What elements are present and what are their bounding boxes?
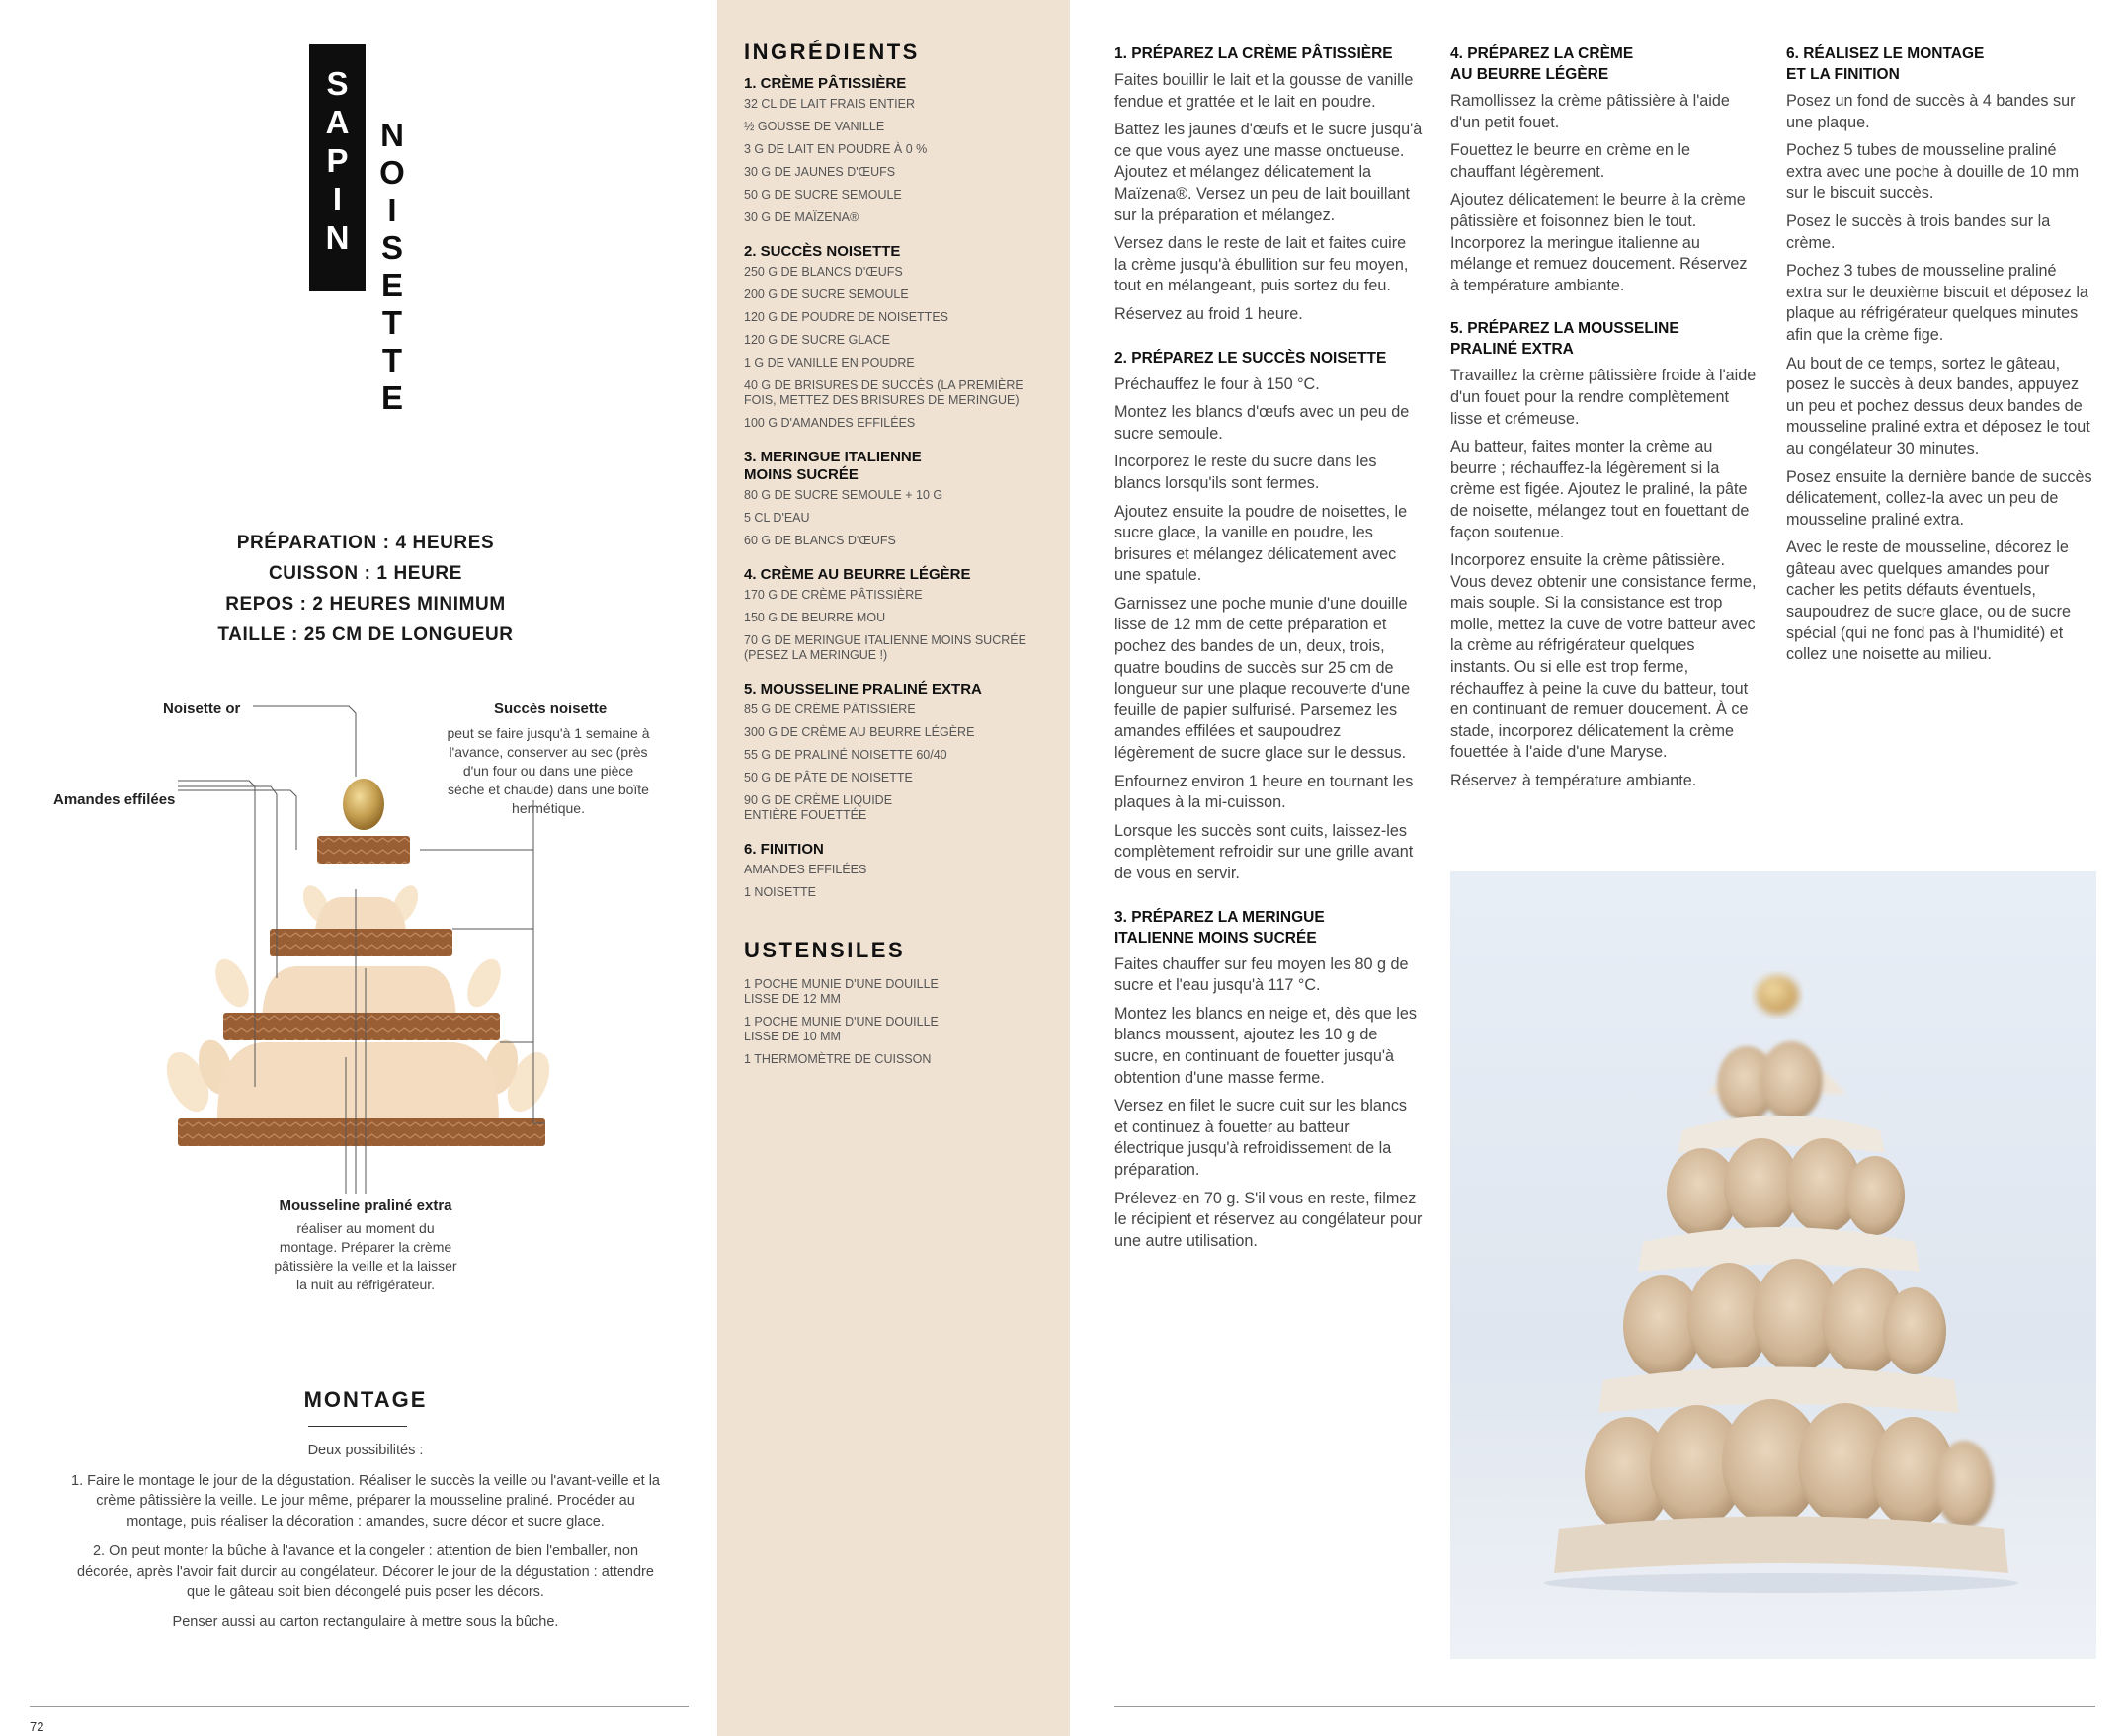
title-letter: S — [380, 229, 403, 266]
ingredient-group — [744, 449, 1040, 548]
ingredient-item: 100 G D'AMANDES EFFILÉES — [744, 416, 916, 430]
group-title: 4. CRÈME AU BEURRE LÉGÈRE — [744, 566, 971, 583]
step-text: Pochez 3 tubes de mousseline praliné extra sur le deuxième biscuit et déposez la plaque au réfrigérateur quelques minutes afin que la crème fige. — [1786, 262, 2088, 344]
title-letter: I — [332, 181, 343, 217]
montage-title: MONTAGE — [303, 1387, 428, 1412]
rest-time: REPOS : 2 HEURES MINIMUM — [225, 594, 506, 615]
ingredient-group — [744, 75, 1040, 225]
step-text: Faites chauffer sur feu moyen les 80 g de sucre et l'eau jusqu'à 117 °C. — [1114, 954, 1409, 995]
step-text: Faites bouillir le lait et la gousse de vanille fendue et grattée et le lait en poudre. — [1114, 71, 1414, 111]
ingredients — [744, 40, 1040, 1075]
step-text: Garnissez une poche munie d'une douille lisse de 12 mm de cette préparation et pochez des bandes de un, deux, trois, quatre boudins de succès sur 25 cm de longueur sur une plaque recouverte d'une feuille de papier sulfurisé. Parsemez les amandes effilées et saupoudrez légèrement de sucre glace sur le dessus. — [1114, 594, 1411, 763]
step-title: 1. PRÉPAREZ LA CRÈME PÂTISSIÈRE — [1114, 45, 1393, 62]
ingredient-item: 1 G DE VANILLE EN POUDRE — [744, 356, 915, 370]
title-letter: A — [325, 104, 350, 140]
title-letter: P — [326, 142, 349, 179]
group-title: 5. MOUSSELINE PRALINÉ EXTRA — [744, 681, 982, 698]
ingredient-item: 200 G DE SUCRE SEMOULE — [744, 288, 909, 301]
ingredient-item: 50 G DE PÂTE DE NOISETTE — [744, 771, 913, 785]
group-title: 1. CRÈME PÂTISSIÈRE — [744, 75, 907, 92]
step-text: Ramollissez la crème pâtissière à l'aide d'un petit fouet. — [1450, 92, 1730, 131]
ingredient-item: 60 G DE BLANCS D'ŒUFS — [744, 534, 896, 547]
ingredient-group — [744, 566, 1040, 663]
step-6 — [1786, 43, 2094, 666]
ingredient-item: 300 G DE CRÈME AU BEURRE LÉGÈRE — [744, 725, 975, 739]
step-title: 4. PRÉPAREZ LA CRÈME AU BEURRE LÉGÈRE — [1450, 45, 1634, 83]
ingredient-item: 120 G DE SUCRE GLACE — [744, 333, 890, 347]
step-text: Ajoutez ensuite la poudre de noisettes, le sucre glace, la vanille en poudre, les brisures et mélangez délicatement avec une spatule. — [1114, 502, 1408, 585]
title-letter: S — [326, 65, 349, 102]
step-text: Versez en filet le sucre cuit sur les blancs et continuez à fouetter au batteur électrique jusqu'à refroidissement de la préparation. — [1114, 1097, 1408, 1179]
ingredient-item: 120 G DE POUDRE DE NOISETTES — [744, 310, 948, 324]
cake-photo — [1450, 871, 2096, 1659]
footer-rule — [30, 1706, 689, 1707]
montage-intro: Deux possibilités : — [307, 1443, 424, 1458]
cook-time: CUISSON : 1 HEURE — [268, 563, 462, 584]
ingredient-item: 70 G DE MERINGUE ITALIENNE MOINS SUCRÉE (PESEZ LA MERINGUE !) — [744, 633, 1026, 662]
title-word-sapin — [309, 64, 366, 257]
ingredient-item: 50 G DE SUCRE SEMOULE — [744, 188, 902, 202]
ingredient-item: 30 G DE JAUNES D'ŒUFS — [744, 165, 896, 179]
title-letter: N — [380, 117, 404, 153]
ingredient-item: 85 G DE CRÈME PÂTISSIÈRE — [744, 703, 916, 716]
succes-note: peut se faire jusqu'à 1 semaine à l'avance, conserver au sec (près d'un four ou dans une pièce sèche et chaude) dans une boîte hermétique. — [447, 725, 650, 816]
mousseline-note: réaliser au moment du montage. Préparer la crème pâtissière la veille et la laisser la nuit au réfrigérateur. — [274, 1220, 457, 1292]
step-title: 5. PRÉPAREZ LA MOUSSELINE PRALINÉ EXTRA — [1450, 320, 1679, 359]
ingredient-group — [744, 681, 1040, 823]
step-text: Ajoutez délicatement le beurre à la crème pâtissière et foisonnez bien le tout. Incorporez la meringue italienne au mélange et remuez doucement. Réservez à température ambiante. — [1450, 191, 1748, 294]
step-1 — [1114, 43, 1423, 326]
step-text: Montez les blancs d'œufs avec un peu de sucre semoule. — [1114, 403, 1410, 443]
page-number: 72 — [30, 1719, 44, 1734]
ingredient-item: 30 G DE MAÏZENA® — [744, 210, 859, 224]
ustensiles-title: USTENSILES — [744, 938, 906, 962]
group-title: 2. SUCCÈS NOISETTE — [744, 243, 901, 260]
ingredient-item: 55 G DE PRALINÉ NOISETTE 60/40 — [744, 748, 947, 762]
step-text: Prélevez-en 70 g. S'il vous en reste, filmez le récipient et réservez au congélateur pour une autre utilisation. — [1114, 1189, 1423, 1250]
title-letter: T — [381, 342, 403, 378]
title-letter: O — [379, 154, 405, 191]
title-letter: N — [325, 219, 350, 256]
cake-photo-image — [1450, 871, 2096, 1659]
label-mousseline: Mousseline praliné extra — [279, 1198, 452, 1214]
ingredient-item: 250 G DE BLANCS D'ŒUFS — [744, 265, 903, 279]
montage-body — [69, 1441, 662, 1642]
title-letter: I — [387, 192, 397, 228]
step-2 — [1114, 348, 1423, 885]
ingredient-item: 32 CL DE LAIT FRAIS ENTIER — [744, 97, 915, 111]
ingredient-item: 170 G DE CRÈME PÂTISSIÈRE — [744, 588, 923, 602]
step-text: Avec le reste de mousseline, décorez le gâteau avec quelques amandes pour cacher les petits défauts éventuels, saupoudrez de sucre glace, ou de sucre spécial (qui ne fond pas à l'humidité) et collez une noisette au milieu. — [1786, 538, 2071, 664]
ustensile-item: 1 THERMOMÈTRE DE CUISSON — [744, 1052, 932, 1066]
step-text: Enfournez environ 1 heure en tournant les plaques à la mi-cuisson. — [1114, 772, 1414, 812]
step-3 — [1114, 907, 1423, 1253]
steps-column-3 — [1786, 43, 2094, 688]
recipe-times — [198, 528, 533, 650]
step-text: Versez dans le reste de lait et faites cuire la crème jusqu'à ébullition sur feu moyen, tout en mélangeant, puis sortez du feu. — [1114, 234, 1409, 295]
title-word-noisette — [368, 117, 417, 417]
ingredient-item: 1 NOISETTE — [744, 885, 816, 899]
montage-option-2: 2. On peut monter la bûche à l'avance et la congeler : attention de bien l'emballer, non décorée, après l'avoir fait durcir au congélateur. Décorer le jour de la dégustation : attendre que le gâteau soit bien décongelé puis poser les décors. — [77, 1543, 654, 1600]
ingredient-item: 90 G DE CRÈME LIQUIDE ENTIÈRE FOUETTÉE — [744, 793, 893, 822]
ustensile-item: 1 POCHE MUNIE D'UNE DOUILLE LISSE DE 10 MM — [744, 1015, 939, 1043]
title-letter: E — [380, 379, 403, 416]
step-text: Posez un fond de succès à 4 bandes sur une plaque. — [1786, 92, 2076, 131]
step-text: Posez ensuite la dernière bande de succès délicatement, collez-la avec un peu de mousseline praliné extra. — [1786, 467, 2092, 529]
label-noisette-or: Noisette or — [163, 701, 241, 717]
step-title: 3. PRÉPAREZ LA MERINGUE ITALIENNE MOINS SUCRÉE — [1114, 908, 1325, 947]
step-text: Fouettez le beurre en crème en le chauffant légèrement. — [1450, 141, 1690, 181]
label-succes: Succès noisette — [494, 701, 608, 717]
step-text: Lorsque les succès sont cuits, laissez-les complètement refroidir sur une grille avant de vous en servir. — [1114, 821, 1414, 882]
title-letter: E — [380, 267, 403, 303]
montage-divider — [308, 1426, 407, 1427]
ingredient-group — [744, 841, 1040, 900]
step-title: 2. PRÉPAREZ LE SUCCÈS NOISETTE — [1114, 349, 1387, 367]
ingredient-item: 3 G DE LAIT EN POUDRE À 0 % — [744, 142, 928, 156]
step-text: Incorporez le reste du sucre dans les blancs lorsqu'ils sont fermes. — [1114, 453, 1377, 492]
step-title: 6. RÉALISEZ LE MONTAGE ET LA FINITION — [1786, 45, 1985, 83]
title-letter: T — [381, 304, 403, 341]
step-text: Battez les jaunes d'œufs et le sucre jusqu'à ce que vous ayez une masse onctueuse. Ajoutez et mélangez délicatement la Maïzena®. Versez un peu de lait bouillant sur la préparation et mélangez. — [1114, 121, 1423, 224]
ingredient-item: ½ GOUSSE DE VANILLE — [744, 120, 885, 133]
ingredient-item: 150 G DE BEURRE MOU — [744, 611, 886, 624]
ingredient-item: 5 CL D'EAU — [744, 511, 810, 525]
step-text: Au batteur, faites monter la crème au beurre ; réchauffez-la légèrement si la crème est figée. Ajoutez le praliné, la pâte de noisette, mélangez tout en fouettant de façon soutenue. — [1450, 438, 1750, 541]
step-text: Travaillez la crème pâtissière froide à l'aide d'un fouet pour la rendre complètement lisse et crémeuse. — [1450, 367, 1757, 428]
ingredient-group — [744, 243, 1040, 431]
group-title: 3. MERINGUE ITALIENNE MOINS SUCRÉE — [744, 449, 922, 483]
ingredient-item: AMANDES EFFILÉES — [744, 863, 867, 876]
step-text: Incorporez ensuite la crème pâtissière. Vous devez obtenir une consistance ferme, mais souple. Si la consistance est trop molle, mettez la cuve de votre batteur avec la crème au réfrigérateur quelques instants. Ou si elle est trop ferme, réchauffez à peine la cuve du batteur, tout en continuant de remuer doucement. À ce stade, incorporez délicatement la crème fouettée à l'aide d'une Maryse. — [1450, 551, 1757, 762]
prep-time: PRÉPARATION : 4 HEURES — [236, 533, 495, 553]
step-text: Réservez au froid 1 heure. — [1114, 304, 1303, 323]
step-4 — [1450, 43, 1759, 296]
step-text: Montez les blancs en neige et, dès que les blancs moussent, ajoutez les 10 g de sucre, en continuant de fouetter jusqu'à obtention d'une masse ferme. — [1114, 1004, 1417, 1087]
step-text: Pochez 5 tubes de mousseline praliné extra avec une poche à douille de 10 mm sur le biscuit succès. — [1786, 141, 2080, 203]
footer-rule-right — [1114, 1706, 2095, 1707]
steps-column-2 — [1450, 43, 1759, 814]
steps-column-1 — [1114, 43, 1423, 1274]
ustensile-item: 1 POCHE MUNIE D'UNE DOUILLE LISSE DE 12 MM — [744, 977, 939, 1006]
label-amandes: Amandes effilées — [53, 791, 176, 808]
ingredient-item: 40 G DE BRISURES DE SUCCÈS (LA PREMIÈRE FOIS, METTEZ DES BRISURES DE MERINGUE) — [744, 378, 1023, 407]
step-text: Au bout de ce temps, sortez le gâteau, posez le succès à deux bandes, appuyez un peu et pochez dessus deux bandes de mousseline praliné extra et déposez le tout au congélateur 30 minutes. — [1786, 354, 2090, 457]
step-text: Posez le succès à trois bandes sur la crème. — [1786, 211, 2051, 252]
montage-note: Penser aussi au carton rectangulaire à mettre sous la bûche. — [172, 1613, 559, 1630]
step-text: Réservez à température ambiante. — [1450, 772, 1697, 790]
step-text: Préchauffez le four à 150 °C. — [1114, 374, 1320, 393]
ingredients-title: INGRÉDIENTS — [744, 40, 920, 64]
montage-option-1: 1. Faire le montage le jour de la dégustation. Réaliser le succès la veille ou l'avant-veille et la crème pâtissière la veille. Le jour même, préparer la mousseline praliné. Procéder au montage, puis réaliser la décoration : amandes, sucre décor et sucre glace. — [71, 1472, 660, 1529]
step-5 — [1450, 318, 1759, 791]
group-title: 6. FINITION — [744, 841, 824, 858]
size: TAILLE : 25 CM DE LONGUEUR — [217, 624, 514, 645]
ingredient-item: 80 G DE SUCRE SEMOULE + 10 G — [744, 488, 943, 502]
hazelnut-icon — [343, 779, 384, 830]
